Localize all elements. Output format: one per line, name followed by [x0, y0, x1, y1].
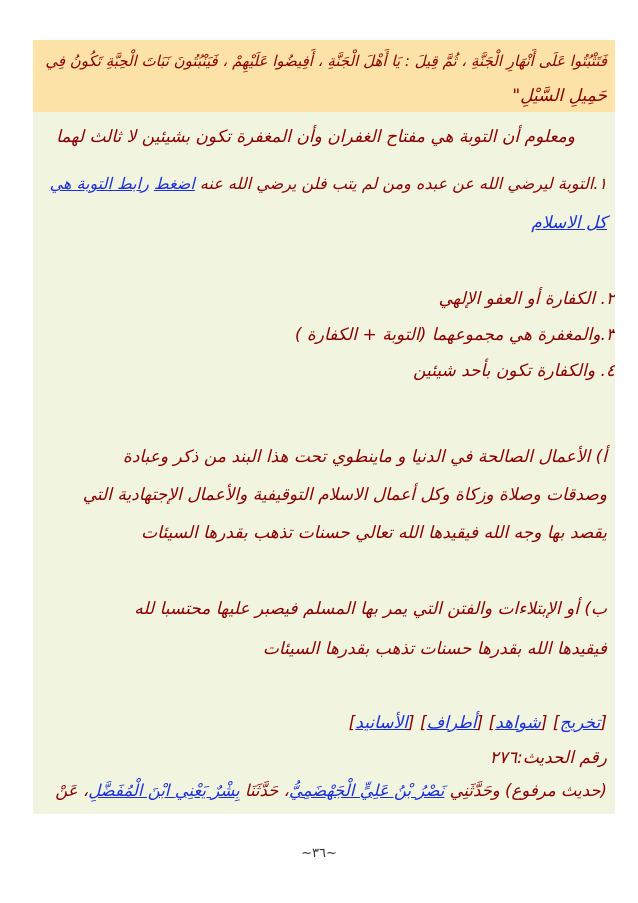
quote-line-2: حَمِيلِ السَّيْلِ"	[512, 86, 607, 106]
item-4: ٤. والكفارة تكون بأحد شيئين	[413, 361, 615, 381]
narrator-2-link[interactable]: بِشْرٌ يَعْنِي ابْنَ الْمُفَضَّلِ	[88, 781, 240, 800]
hadith-chain	[39, 778, 607, 804]
para-b-line-2: فيقيدها الله بقدرها حسنات تذهب بقدرها السيئات	[262, 639, 607, 659]
shawahid-link[interactable]: شواهد	[495, 713, 541, 733]
narrator-1-link[interactable]: نَصْرُ بْنُ عَلِيٍّ الْجَهْضَمِيُّ	[288, 781, 445, 800]
tawba-link[interactable]: رابط التوبة هي	[49, 174, 149, 193]
para-a-line-2: وصدقات وصلاة وزكاة وكل أعمال الاسلام التوقيفية والأعمال الإجتهادية التي	[82, 485, 607, 505]
item-1-text: ١.التوبة ليرضي الله عن عبده ومن لم يتب فلن يرضي الله عنه	[199, 174, 607, 193]
intro-text: ومعلوم أن التوبة هي مفتاح الغفران وأن المغفرة تكون بشيئين لا ثالث لهما	[56, 127, 575, 147]
item-3: ٣.والمغفرة هي مجموعهما (التوبة + الكفارة )	[294, 325, 615, 345]
para-a-line-1: أ) الأعمال الصالحة في الدنيا و ماينطوي تحت هذا البند من ذكر وعبادة	[122, 447, 607, 467]
press-link[interactable]: اضغط	[153, 174, 195, 193]
takhrij-link[interactable]: تخريج	[559, 713, 601, 733]
islam-link[interactable]: كل الاسلام	[531, 213, 607, 233]
item-1-line-2	[39, 210, 607, 236]
bracket-sep: ] [	[540, 713, 560, 733]
bracket: [	[600, 713, 607, 733]
hadith-number: رقم الحديث:٢٧٦	[489, 748, 607, 768]
para-a-line-3: يقصد بها وجه الله فيقيدها الله تعالي حسنات تذهب بقدرها السيئات	[141, 523, 607, 543]
hadith-nav	[39, 710, 607, 736]
bracket-sep: ] [	[476, 713, 496, 733]
bracket-sep: ] [	[407, 713, 427, 733]
item-2: ٢. الكفارة أو العفو الإلهي	[438, 289, 615, 309]
page-content	[33, 40, 615, 814]
bracket: ]	[348, 713, 356, 733]
quote-line-1: فَتَثْبُتُوا عَلَى أَنْهَارِ الْجَنَّةِ ، ثُمَّ قِيلَ : يَا أَهْلَ الْجَنَّةِ ، أَفِيضُوا عَلَيْهِمْ ، فَيَنْبُتُونَ نَبَاتَ الْحِبَّةِ تَكُونُ فِي	[45, 52, 607, 70]
atraf-link[interactable]: أطراف	[426, 713, 477, 733]
para-b-line-1: ب) أو الإبتلاءات والفتن التي يمر بها المسلم فيصبر عليها محتسبا لله	[134, 599, 607, 619]
hadith-chain-mid: ، حَدَّثَنَا	[244, 781, 289, 800]
hadith-chain-end: ، عَنْ	[55, 781, 89, 800]
page-number: ~٣٦~	[301, 846, 337, 861]
hadith-chain-open: (حديث مرفوع) وحَدَّثَنِي	[449, 781, 607, 800]
asanid-link[interactable]: الأسانيد	[355, 713, 408, 733]
item-1	[39, 171, 607, 197]
